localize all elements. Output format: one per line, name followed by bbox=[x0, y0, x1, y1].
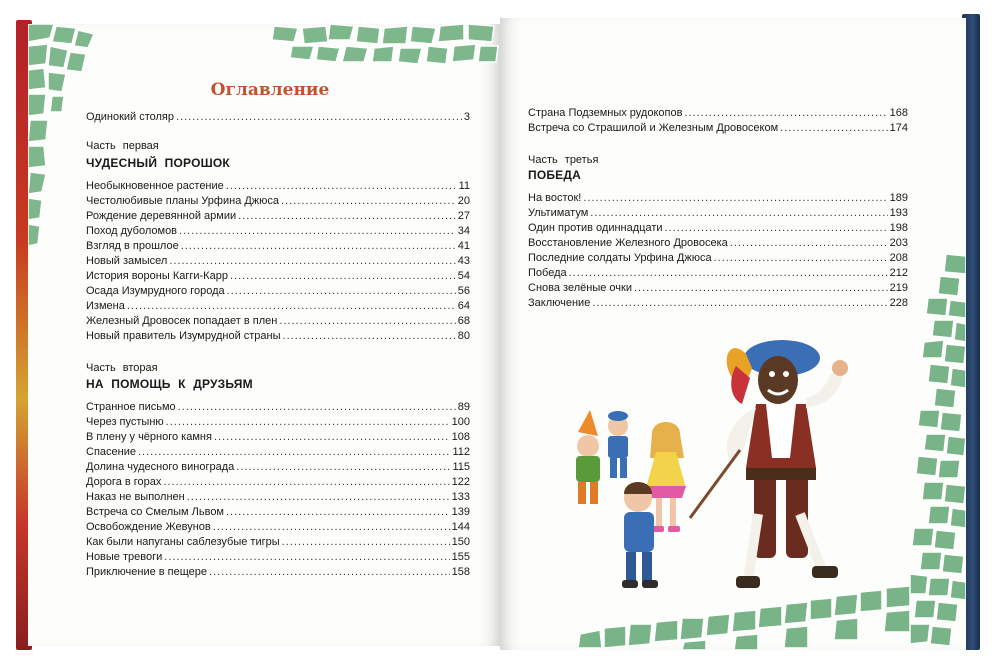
toc-entry-page: 193 bbox=[889, 207, 908, 219]
toc-entry-page: 41 bbox=[457, 240, 470, 252]
toc-entry[interactable] bbox=[86, 110, 470, 125]
toc-entry[interactable] bbox=[528, 296, 908, 311]
dot-leader bbox=[780, 121, 887, 136]
toc-entry-page: 155 bbox=[451, 551, 470, 563]
dot-leader bbox=[209, 565, 450, 580]
toc-entry-label: Осада Изумрудного города bbox=[86, 285, 225, 297]
toc-entry-page: 89 bbox=[457, 401, 470, 413]
dot-leader bbox=[213, 520, 450, 535]
toc-entry[interactable] bbox=[528, 266, 908, 281]
toc-entry-label: Снова зелёные очки bbox=[528, 282, 632, 294]
toc-entry[interactable] bbox=[528, 251, 908, 266]
toc-entry-page: 80 bbox=[457, 330, 470, 342]
toc-entry[interactable] bbox=[528, 236, 908, 251]
toc-entry-label: Встреча со Смелым Львом bbox=[86, 506, 224, 518]
toc-entry-label: Поход дуболомов bbox=[86, 225, 178, 237]
toc-entry-label: В плену у чёрного камня bbox=[86, 431, 212, 443]
toc-entry-label: Восстановление Железного Дровосека bbox=[528, 237, 728, 249]
dot-leader bbox=[138, 445, 450, 460]
toc-entry-label: Через пустыню bbox=[86, 416, 164, 428]
toc-title: Оглавление bbox=[210, 80, 330, 100]
toc-entry-page: 3 bbox=[463, 111, 470, 123]
mosaic-border-right bbox=[910, 254, 966, 650]
dot-leader bbox=[281, 194, 456, 209]
dot-leader bbox=[236, 460, 450, 475]
dot-leader bbox=[730, 236, 888, 251]
dot-leader bbox=[179, 224, 456, 239]
toc-entry-label: Один против одиннадцати bbox=[528, 222, 663, 234]
toc-entry-page: 122 bbox=[451, 476, 470, 488]
toc-entry[interactable] bbox=[86, 535, 470, 550]
toc-entry[interactable] bbox=[528, 106, 908, 121]
toc-entry-page: 43 bbox=[457, 255, 470, 267]
toc-entry[interactable] bbox=[86, 239, 470, 254]
toc-entry-label: Страна Подземных рудокопов bbox=[528, 107, 683, 119]
toc-entry-page: 208 bbox=[889, 252, 908, 264]
toc-entry-label: Наказ не выполнен bbox=[86, 491, 185, 503]
toc-entry-page: 198 bbox=[889, 222, 908, 234]
toc-entry-page: 115 bbox=[452, 461, 470, 473]
toc-entry[interactable] bbox=[86, 505, 470, 520]
dot-leader bbox=[226, 505, 450, 520]
toc-entry[interactable] bbox=[528, 121, 908, 136]
toc-entry[interactable] bbox=[86, 550, 470, 565]
toc-entry-label: Заключение bbox=[528, 297, 591, 309]
toc-entry[interactable] bbox=[86, 430, 470, 445]
toc-entry-label: Измена bbox=[86, 300, 125, 312]
dot-leader bbox=[583, 191, 887, 206]
toc-entry-label: Взгляд в прошлое bbox=[86, 240, 179, 252]
toc-entry[interactable] bbox=[86, 179, 470, 194]
dot-leader bbox=[279, 314, 455, 329]
toc-entry-page: 112 bbox=[452, 446, 470, 458]
toc-entry-label: На восток! bbox=[528, 192, 582, 204]
toc-entry-page: 219 bbox=[889, 282, 908, 294]
toc-entry[interactable] bbox=[86, 224, 470, 239]
toc-entry-page: 189 bbox=[889, 192, 908, 204]
toc-entry[interactable] bbox=[528, 191, 908, 206]
toc-entry-page: 228 bbox=[889, 297, 908, 309]
toc-entry-label: Встреча со Страшилой и Железным Дровосеком bbox=[528, 122, 779, 134]
dot-leader bbox=[214, 430, 450, 445]
right-page bbox=[500, 18, 966, 650]
toc-entry[interactable] bbox=[86, 329, 470, 344]
toc-entry[interactable] bbox=[86, 445, 470, 460]
toc-entry-page: 100 bbox=[451, 416, 470, 428]
sailor-figure bbox=[608, 411, 628, 478]
toc-entry-label: Ультиматум bbox=[528, 207, 589, 219]
toc-entry[interactable] bbox=[528, 221, 908, 236]
toc-entry-page: 150 bbox=[451, 536, 470, 548]
toc-entry[interactable] bbox=[86, 299, 470, 314]
toc-entry-label: Одинокий столяр bbox=[86, 111, 175, 123]
toc-entry-label: Новые тревоги bbox=[86, 551, 163, 563]
dot-leader bbox=[684, 106, 887, 121]
dot-leader bbox=[181, 239, 456, 254]
toc-entry[interactable] bbox=[86, 520, 470, 535]
toc-entry-page: 144 bbox=[451, 521, 470, 533]
toc-entry-label: Новый замысел bbox=[86, 255, 168, 267]
toc-entry-page: 168 bbox=[889, 107, 908, 119]
dot-leader bbox=[714, 251, 888, 266]
part-one-title: ЧУДЕСНЫЙ ПОРОШОК bbox=[86, 156, 230, 170]
toc-entry-page: 27 bbox=[457, 210, 470, 222]
dot-leader bbox=[127, 299, 456, 314]
toc-entry-label: Долина чудесного винограда bbox=[86, 461, 235, 473]
toc-entry-label: Приключение в пещере bbox=[86, 566, 208, 578]
toc-entry-label: Дорога в горах bbox=[86, 476, 162, 488]
toc-entry-page: 174 bbox=[889, 122, 908, 134]
dot-leader bbox=[169, 254, 455, 269]
left-page bbox=[28, 24, 500, 646]
toc-entry-label: Спасение bbox=[86, 446, 136, 458]
toc-entry-page: 56 bbox=[457, 285, 470, 297]
dot-leader bbox=[227, 284, 456, 299]
toc-entry-label: Последние солдаты Урфина Джюса bbox=[528, 252, 712, 264]
dot-leader bbox=[187, 490, 450, 505]
toc-entry-label: Новый правитель Изумрудной страны bbox=[86, 330, 281, 342]
part-three-label: Часть третья bbox=[528, 154, 599, 166]
dot-leader bbox=[282, 535, 450, 550]
toc-entry-page: 139 bbox=[451, 506, 470, 518]
dot-leader bbox=[164, 550, 449, 565]
dot-leader bbox=[238, 209, 456, 224]
gnome-figure bbox=[576, 410, 600, 504]
toc-entry-page: 34 bbox=[457, 225, 470, 237]
dot-leader bbox=[569, 266, 888, 281]
toc-entry-label: История вороны Кагги-Карр bbox=[86, 270, 228, 282]
dot-leader bbox=[226, 179, 457, 194]
part-two-continued-chapters bbox=[528, 106, 908, 136]
toc-entry[interactable] bbox=[86, 194, 470, 209]
toc-entry[interactable] bbox=[86, 415, 470, 430]
toc-entry-page: 158 bbox=[451, 566, 470, 578]
dot-leader bbox=[178, 400, 456, 415]
toc-entry-page: 64 bbox=[457, 300, 470, 312]
dot-leader bbox=[230, 269, 456, 284]
toc-entry[interactable] bbox=[86, 490, 470, 505]
dot-leader bbox=[176, 110, 462, 125]
part-one-label: Часть первая bbox=[86, 140, 159, 152]
toc-entry-page: 203 bbox=[889, 237, 908, 249]
toc-entry-label: Рождение деревянной армии bbox=[86, 210, 237, 222]
part-two-title: НА ПОМОЩЬ К ДРУЗЬЯМ bbox=[86, 377, 253, 391]
dot-leader bbox=[592, 296, 887, 311]
toc-entry[interactable] bbox=[86, 314, 470, 329]
toc-entry[interactable] bbox=[86, 460, 470, 475]
part-two-label: Часть вторая bbox=[86, 362, 158, 374]
toc-entry-label: Необыкновенное растение bbox=[86, 180, 224, 192]
toc-entry-label: Странное письмо bbox=[86, 401, 176, 413]
toc-entry-page: 212 bbox=[889, 267, 908, 279]
toc-entry-label: Железный Дровосек попадает в плен bbox=[86, 315, 278, 327]
toc-entry-label: Как были напуганы саблезубые тигры bbox=[86, 536, 280, 548]
fairy-tale-characters-illustration bbox=[560, 318, 880, 618]
toc-entry-page: 68 bbox=[457, 315, 470, 327]
toc-entry-label: Освобождение Жевунов bbox=[86, 521, 211, 533]
toc-intro bbox=[86, 110, 470, 125]
part-one-chapters bbox=[86, 179, 470, 344]
toc-entry-page: 133 bbox=[451, 491, 470, 503]
part-three-chapters bbox=[528, 191, 908, 311]
dot-leader bbox=[634, 281, 888, 296]
dot-leader bbox=[166, 415, 450, 430]
dot-leader bbox=[283, 329, 456, 344]
toc-entry-page: 54 bbox=[457, 270, 470, 282]
toc-entry-page: 108 bbox=[451, 431, 470, 443]
part-two-chapters bbox=[86, 400, 470, 580]
dot-leader bbox=[590, 206, 887, 221]
urfin-juice-figure bbox=[690, 340, 848, 588]
toc-entry-page: 11 bbox=[458, 180, 470, 192]
toc-entry[interactable] bbox=[86, 254, 470, 269]
toc-entry-label: Победа bbox=[528, 267, 567, 279]
toc-entry[interactable] bbox=[528, 206, 908, 221]
toc-entry-page: 20 bbox=[457, 195, 470, 207]
toc-entry[interactable] bbox=[86, 400, 470, 415]
toc-entry[interactable] bbox=[86, 284, 470, 299]
dot-leader bbox=[665, 221, 888, 236]
part-three-title: ПОБЕДА bbox=[528, 168, 582, 182]
toc-entry[interactable] bbox=[86, 565, 470, 580]
toc-entry-label: Честолюбивые планы Урфина Джюса bbox=[86, 195, 280, 207]
toc-entry[interactable] bbox=[86, 269, 470, 284]
dot-leader bbox=[163, 475, 449, 490]
toc-entry[interactable] bbox=[528, 281, 908, 296]
toc-entry[interactable] bbox=[86, 475, 470, 490]
toc-entry[interactable] bbox=[86, 209, 470, 224]
